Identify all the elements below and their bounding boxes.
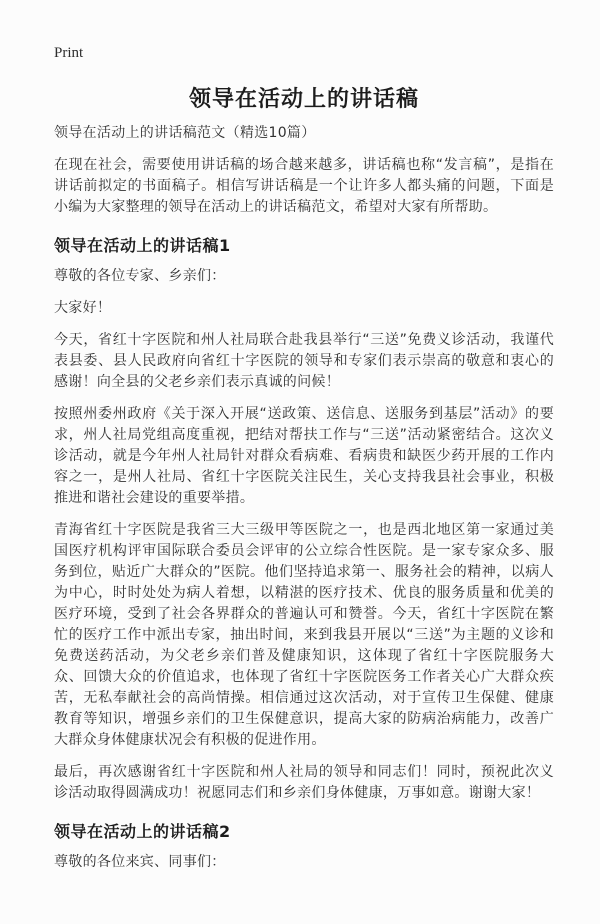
paragraph: 青海省红十字医院是我省三大三级甲等医院之一，也是西北地区第一家通过美国医疗机构评审国际联合委员会评审的公立综合性医院。是一家专家众多、服务到位，贴近广大群众的”医院。他们坚持追求第一、服务社会的精神，以病人为中心，时时处处为病人着想，以精湛的医疗技术、优良的服务质量和优美的医疗环境，受到了社会各界群众的普遍认可和赞誉。今天，省红十字医院在繁忙的医疗工作中派出专家，抽出时间，来到我县开展以“三送”为主题的义诊和免费送药活动，为父老乡亲们普及健康知识，这体现了省红十字医院服务大众、回馈大众的价值追求，也体现了省红十字医院医务工作者关心广大群众疾苦，无私奉献社会的高尚情操。相信通过这次活动，对于宣传卫生保健、健康教育等知识，增强乡亲们的卫生保健意识，提高大家的防病治病能力，改善广大群众身体健康状况会有积极的促进作用。 [54, 522, 554, 748]
paragraph: 大家好！ [54, 300, 112, 316]
page-title: 领导在活动上的讲话稿 [188, 87, 419, 112]
intro-paragraph: 在现在社会，需要使用讲话稿的场合越来越多，讲话稿也称“发言稿”，是指在讲话前拟定的书面稿子。相信写讲话稿是一个让许多人都头痛的问题，下面是小编为大家整理的领导在活动上的讲话稿范文，希望对大家有所帮助。 [54, 157, 554, 215]
section-heading: 领导在活动上的讲话稿1 [54, 236, 231, 255]
subtitle: 领导在活动上的讲话稿范文（精选10篇） [54, 125, 316, 141]
paragraph: 尊敬的各位专家、乡亲们： [54, 268, 226, 284]
paragraph: 尊敬的各位来宾、同事们： [54, 854, 226, 870]
section-heading: 领导在活动上的讲话稿2 [54, 822, 231, 841]
print-link[interactable]: Print [54, 45, 84, 61]
paragraph: 按照州委州政府《关于深入开展“送政策、送信息、送服务到基层”活动》的要求，州人社局党组高度重视，把结对帮扶工作与“三送”活动紧密结合。这次义诊活动，就是今年州人社局针对群众看病难、看病贵和缺医少药开展的工作内容之一，是州人社局、省红十字医院关注民生，关心支持我县社会事业，积极推进和谐社会建设的重要举措。 [54, 406, 554, 506]
paragraph: 今天，省红十字医院和州人社局联合赴我县举行“三送”免费义诊活动，我谨代表县委、县人民政府向省红十字医院的领导和专家们表示崇高的敬意和衷心的感谢！向全县的父老乡亲们表示真诚的问候！ [54, 332, 554, 390]
section-1 [54, 233, 554, 804]
paragraph: 最后，再次感谢省红十字医院和州人社局的领导和同志们！同时，预祝此次义诊活动取得圆满成功！祝愿同志们和乡亲们身体健康，万事如意。谢谢大家！ [54, 764, 554, 801]
section-2 [54, 819, 554, 873]
